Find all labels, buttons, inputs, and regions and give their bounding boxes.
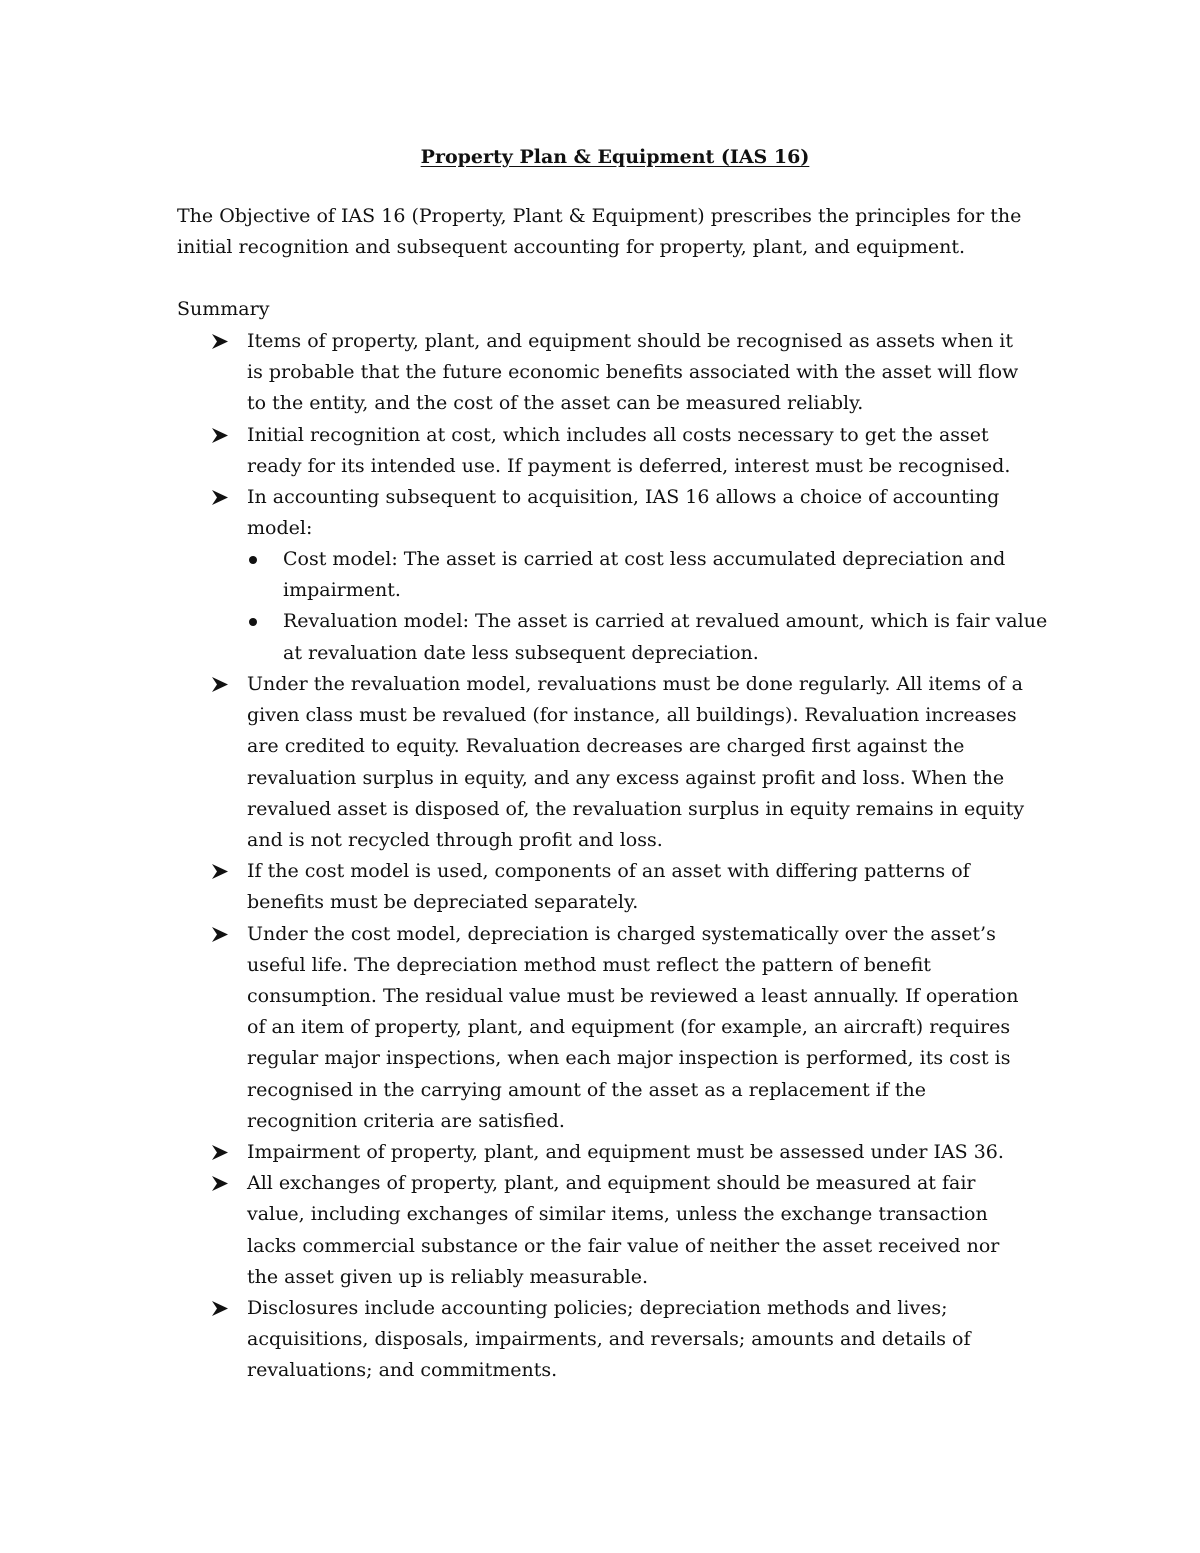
list-item bbox=[212, 856, 1027, 918]
arrow-bullet-icon bbox=[212, 1137, 232, 1168]
list-item-text: Under the cost model, depreciation is charged systematically over the asset’s useful life. The depreciation method must reflect the pattern of benefit consumption. The residual value must be reviewed a least annually. If operation of an item of property, plant, and equipment (for example, an aircraft) requires regular major inspections, when each major inspection is performed, its cost is recognised in the carrying amount of the asset as a replacement if the recognition criteria are satisfied. bbox=[247, 922, 1019, 1132]
list-item bbox=[212, 326, 1027, 420]
list-item-text: In accounting subsequent to acquisition, IAS 16 allows a choice of accounting model: bbox=[247, 486, 1000, 540]
list-item bbox=[212, 420, 1027, 482]
bullet-dot-icon bbox=[249, 618, 257, 626]
list-item bbox=[212, 669, 1027, 856]
sub-list-item-text: Cost model: The asset is carried at cost less accumulated depreciation and impairment. bbox=[283, 548, 1006, 602]
list-item-text: If the cost model is used, components of an asset with differing patterns of benefits must be depreciated separately. bbox=[247, 860, 970, 914]
list-item bbox=[212, 1137, 1027, 1168]
list-item-text: Under the revaluation model, revaluations must be done regularly. All items of a given class must be revalued (for instance, all buildings). Revaluation increases are credited to equity. Revaluation decreases are charged first against the revaluation surplus in equity, and any excess against profit and loss. When the revalued asset is disposed of, the revaluation surplus in equity remains in equity and is not recycled through profit and loss. bbox=[247, 673, 1025, 852]
arrow-bullet-icon bbox=[212, 1168, 232, 1199]
summary-list-continued bbox=[212, 669, 1027, 1387]
document-title: Property Plan & Equipment (IAS 16) bbox=[420, 146, 810, 168]
arrow-bullet-icon bbox=[212, 919, 232, 950]
sub-list-item bbox=[247, 606, 1062, 668]
sub-list-item bbox=[247, 544, 1062, 606]
arrow-bullet-icon bbox=[212, 482, 232, 513]
list-item bbox=[212, 1293, 1027, 1387]
list-item bbox=[212, 919, 1027, 1137]
sub-list bbox=[247, 544, 1062, 669]
list-item-text: Items of property, plant, and equipment should be recognised as assets when it is probable that the future economic benefits associated with the asset will flow to the entity, and the cost of the asset can be measured reliably. bbox=[247, 330, 1019, 415]
arrow-bullet-icon bbox=[212, 856, 232, 887]
arrow-bullet-icon bbox=[212, 669, 232, 700]
arrow-bullet-icon bbox=[212, 420, 232, 451]
list-item-text: All exchanges of property, plant, and equipment should be measured at fair value, including exchanges of similar items, unless the exchange transaction lacks commercial substance or the fair value of neither the asset received nor the asset given up is reliably measurable. bbox=[247, 1172, 1000, 1288]
list-item-text: Impairment of property, plant, and equipment must be assessed under IAS 36. bbox=[247, 1141, 1004, 1164]
arrow-bullet-icon bbox=[212, 1293, 232, 1324]
list-item bbox=[212, 482, 1027, 544]
sub-list-item-text: Revaluation model: The asset is carried at revalued amount, which is fair value at revaluation date less subsequent depreciation. bbox=[283, 610, 1048, 664]
arrow-bullet-icon bbox=[212, 326, 232, 357]
summary-list bbox=[212, 326, 1027, 544]
objective-paragraph: The Objective of IAS 16 (Property, Plant & Equipment) prescribes the principles for the initial recognition and subsequent accounting for property, plant, and equipment. bbox=[177, 205, 1022, 259]
list-item-text: Initial recognition at cost, which includes all costs necessary to get the asset ready for its intended use. If payment is deferred, interest must be recognised. bbox=[247, 423, 1011, 477]
list-item-text: Disclosures include accounting policies; depreciation methods and lives; acquisitions, disposals, impairments, and reversals; amounts and details of revaluations; and commitments. bbox=[247, 1297, 971, 1382]
summary-heading: Summary bbox=[177, 298, 270, 320]
list-item bbox=[212, 1168, 1027, 1293]
bullet-dot-icon bbox=[249, 556, 257, 564]
